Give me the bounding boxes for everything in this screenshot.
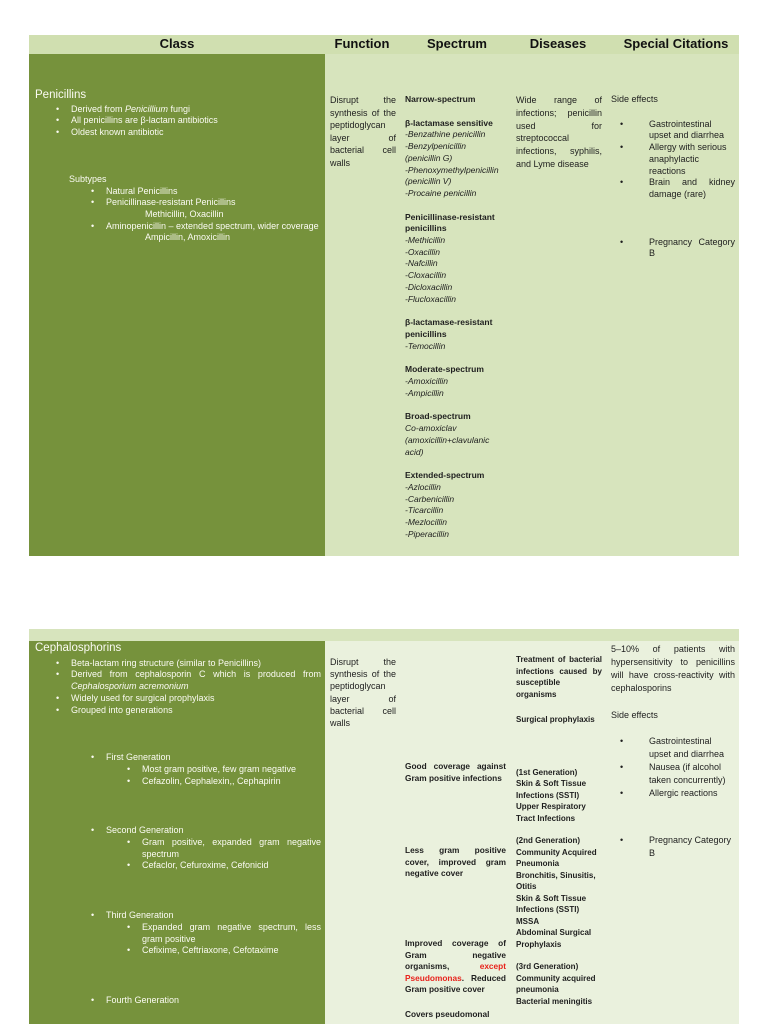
list-item: -Amoxicillin	[405, 376, 448, 387]
list-item: • Derived from cephalosporin C which is produced from Cephalosporium acremonium	[35, 669, 321, 692]
penicillins-title: Penicillins	[35, 89, 87, 101]
subtypes-label: Subtypes	[69, 173, 107, 184]
list-item: -Nafcillin	[405, 258, 438, 269]
spectrum-fourth-gen: Covers pseudomonal	[405, 1009, 490, 1019]
list-item: • Nausea (if alcohol taken concurrently)	[611, 761, 735, 787]
header-citations: Special Citations	[623, 36, 729, 51]
list-item: Skin & Soft Tissue Infections (SSTI)	[516, 779, 587, 800]
list-item: Skin & Soft Tissue Infections (SSTI)	[516, 893, 587, 914]
list-item: • Allergic reactions	[611, 787, 735, 800]
list-item: • Cefazolin, Cephalexin,, Cephapirin	[35, 776, 321, 788]
cephalosporins-title: Cephalosphorins	[35, 642, 122, 654]
gen2-label: (2nd Generation)	[516, 836, 581, 845]
penicillins-diseases: Wide range of infections; penicillin used for streptococcal infections, syphilis, and Lyme disease	[516, 95, 602, 169]
gen3-label: (3rd Generation)	[516, 962, 579, 971]
list-item: -Benzathine penicillin	[405, 129, 486, 140]
list-item: • Cefaclor, Cefuroxime, Cefonicid	[35, 860, 321, 872]
spectrum-heading: Moderate-spectrum	[405, 364, 484, 375]
list-item: • Penicillinase-resistant Penicillins	[35, 197, 321, 209]
list-item: Abdominal Surgical Prophylaxis	[516, 928, 592, 949]
list-item: MSSA	[516, 916, 540, 926]
list-item-detail: Ampicillin, Amoxicillin	[145, 232, 231, 243]
list-item: -Methicillin	[405, 235, 446, 246]
cephalosporins-top-band	[29, 629, 739, 641]
list-item: • Grouped into generations	[35, 705, 321, 717]
list-item: Bacterial meningitis	[516, 996, 593, 1006]
cephalosporins-function: Disrupt the synthesis of the peptidoglycan layer of bacterial cell walls	[330, 657, 396, 729]
side-effects-label: Side effects	[611, 94, 658, 104]
list-item: -Oxacillin	[405, 246, 440, 257]
spectrum-heading: Narrow-spectrum	[405, 94, 476, 104]
list-item: • Most gram positive, few gram negative	[35, 764, 321, 776]
list-item: -Cloxacillin	[405, 270, 447, 281]
spectrum-first-gen: Good coverage against Gram positive infections	[405, 761, 506, 783]
table-header	[29, 35, 739, 54]
list-item: • Pregnancy Category B	[611, 834, 735, 860]
list-item: • Natural Penicillins	[35, 186, 321, 198]
cephalosporins-diseases	[516, 654, 602, 1007]
list-item: -Ticarcillin	[405, 505, 444, 516]
list-item: • Allergy with serious anaphylactic reactions	[611, 142, 735, 177]
list-item: • All penicillins are β-lactam antibiotics	[35, 115, 321, 127]
list-item: Community Acquired Pneumonia	[516, 847, 597, 868]
header-function: Function	[334, 36, 390, 51]
spectrum-third-gen: Improved coverage of Gram negative organisms, except Pseudomonas. Reduced Gram positive cover	[405, 938, 506, 994]
spectrum-second-gen: Less gram positive cover, improved gram negative cover	[405, 845, 506, 878]
generation-item: • First Generation	[35, 752, 321, 764]
cephalosporins-citations	[611, 643, 735, 860]
list-item: -Phenoxymethylpenicillin (penicillin V)	[405, 164, 499, 187]
header-diseases: Diseases	[529, 36, 587, 51]
list-item: -Mezlocillin	[405, 517, 448, 528]
penicillins-spectrum	[405, 94, 501, 541]
header-spectrum: Spectrum	[427, 36, 487, 51]
side-effects-label: Side effects	[611, 710, 658, 720]
list-item: -Carbenicillin	[405, 493, 455, 504]
list-item: • Expanded gram negative spectrum, less gram positive	[35, 922, 321, 945]
generation-item: • Third Generation	[35, 910, 321, 922]
spectrum-heading: β-lactamase-resistant penicillins	[405, 317, 493, 339]
penicillins-class-content	[35, 90, 321, 244]
list-item: • Beta-lactam ring structure (similar to Penicillins)	[35, 658, 321, 670]
diseases-surgical: Surgical prophylaxis	[516, 715, 595, 724]
list-item: • Aminopenicillin – extended spectrum, wider coverage	[35, 221, 321, 233]
list-item: • Widely used for surgical prophylaxis	[35, 693, 321, 705]
list-item: • Cefixime, Ceftriaxone, Cefotaxime	[35, 945, 321, 957]
list-item: -Ampicillin	[405, 387, 444, 398]
list-item: • Derived from Penicillium fungi	[35, 104, 321, 116]
generation-item: • Fourth Generation	[35, 995, 321, 1007]
spectrum-heading: Extended-spectrum	[405, 470, 485, 481]
penicillins-citations	[611, 94, 735, 260]
list-item: -Temocillin	[405, 340, 446, 351]
list-item: -Procaine penicillin	[405, 187, 477, 198]
list-item: -Benzylpenicillin (penicillin G)	[405, 141, 466, 163]
list-item: -Azlocillin	[405, 481, 441, 492]
list-item: -Flucloxacillin	[405, 293, 457, 304]
list-item: Upper Respiratory Tract Infections	[516, 802, 586, 823]
cephalosporins-class-content	[35, 643, 321, 1007]
list-item: Community acquired pneumonia	[516, 973, 596, 994]
diseases-treatment: Treatment of bacterial infections caused by susceptible organisms	[516, 655, 602, 699]
list-item: • Pregnancy Category B	[611, 237, 735, 260]
list-item: • Gastrointestinal upset and diarrhea	[611, 735, 735, 761]
gen1-label: (1st Generation)	[516, 767, 578, 777]
list-item: Co-amoxiclav (amoxicillin+clavulanic acid)	[405, 423, 490, 457]
cross-reactivity-note: 5–10% of patients with hypersensitivity to penicillins will have cross-reactivity with cephalosporins	[611, 644, 735, 693]
spectrum-heading: Penicillinase-resistant penicillins	[405, 211, 495, 234]
list-item: • Oldest known antibiotic	[35, 127, 321, 139]
spectrum-heading: Broad-spectrum	[405, 411, 471, 422]
list-item: -Dicloxacillin	[405, 281, 453, 292]
list-item: -Piperacillin	[405, 528, 449, 539]
penicillins-function: Disrupt the synthesis of the peptidoglycan layer of bacterial cell walls	[330, 95, 396, 168]
list-item: • Gastrointestinal upset and diarrhea	[611, 119, 735, 142]
spectrum-heading: β-lactamase sensitive	[405, 117, 493, 128]
header-class: Class	[159, 36, 195, 51]
list-item: Bronchitis, Sinusitis, Otitis	[516, 870, 596, 891]
generation-item: • Second Generation	[35, 825, 321, 837]
list-item: • Brain and kidney damage (rare)	[611, 177, 735, 200]
list-item: • Gram positive, expanded gram negative spectrum	[35, 837, 321, 860]
list-item-detail: Methicillin, Oxacillin	[145, 208, 224, 219]
